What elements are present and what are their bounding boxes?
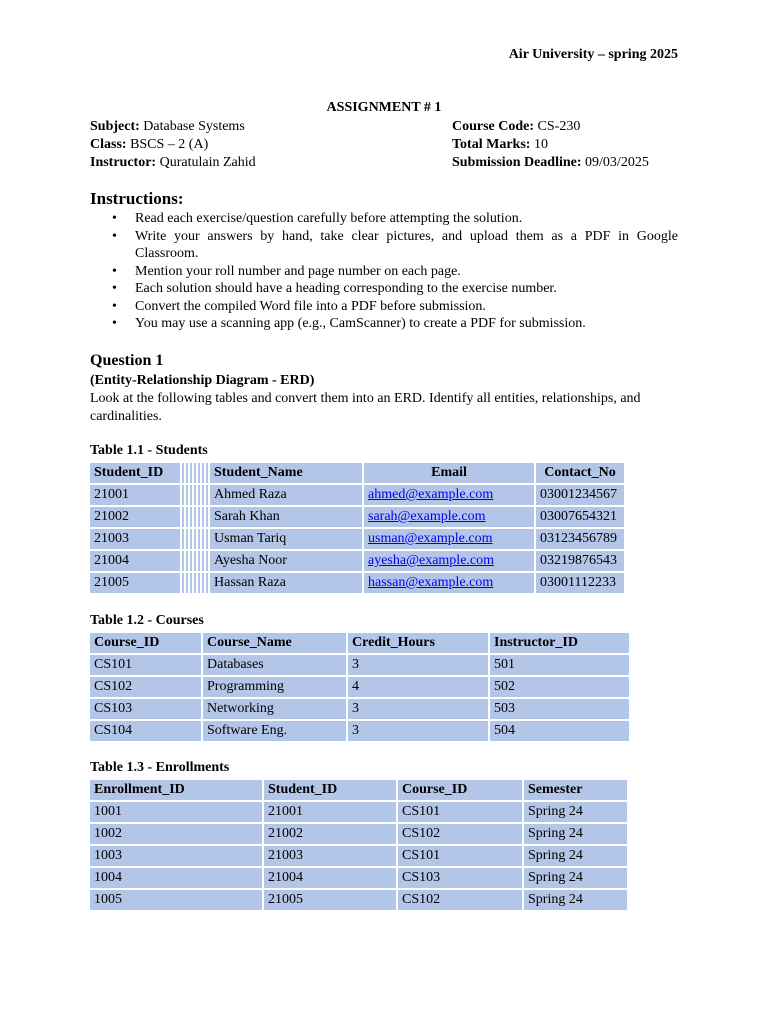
cell: CS101 [397,845,523,867]
email-link[interactable]: hassan@example.com [368,575,494,590]
email-link[interactable]: ahmed@example.com [368,487,494,502]
cell: CS104 [89,720,202,742]
cell: 1002 [89,823,263,845]
cell: CS103 [397,867,523,889]
column-header: Contact_No [535,462,625,484]
cell: 03001234567 [535,484,625,506]
cell: 21005 [89,572,181,594]
cell: 21001 [89,484,181,506]
cell: 21003 [263,845,397,867]
column-header: Instructor_ID [489,632,630,654]
column-header: Credit_Hours [347,632,489,654]
students-table [89,462,625,594]
cell [363,506,535,528]
table-row [89,506,625,528]
instruction-item: • Mention your roll number and page number on each page. [90,263,678,281]
column-header: Course_Name [202,632,347,654]
table-row [89,550,625,572]
table-row [89,823,628,845]
question-1-subheading: (Entity-Relationship Diagram - ERD) [90,373,315,388]
subject-line: Subject: Database Systems [90,119,245,134]
table-spacer [181,462,209,484]
instruction-item: • Read each exercise/question carefully before attempting the solution. [90,210,678,228]
cell: 1001 [89,801,263,823]
cell: CS101 [397,801,523,823]
table-row [89,528,625,550]
instructor-line: Instructor: Quratulain Zahid [90,155,256,170]
cell: Networking [202,698,347,720]
cell: Ayesha Noor [209,550,363,572]
cell: Databases [202,654,347,676]
cell: 21005 [263,889,397,911]
table-spacer [181,528,209,550]
column-header: Email [363,462,535,484]
cell: 504 [489,720,630,742]
instruction-item: • You may use a scanning app (e.g., CamScanner) to create a PDF for submission. [90,315,678,333]
cell: Spring 24 [523,845,628,867]
email-link[interactable]: usman@example.com [368,531,493,546]
column-header: Semester [523,779,628,801]
table-spacer [181,550,209,572]
column-header: Enrollment_ID [89,779,263,801]
instruction-item: • Each solution should have a heading corresponding to the exercise number. [90,280,678,298]
assignment-title: ASSIGNMENT # 1 [326,100,442,115]
cell: Hassan Raza [209,572,363,594]
cell: Programming [202,676,347,698]
column-header: Student_ID [263,779,397,801]
table-3-caption: Table 1.3 - Enrollments [90,760,230,775]
instructions-list [90,210,678,333]
email-link[interactable]: sarah@example.com [368,509,486,524]
table-spacer [181,506,209,528]
cell [363,572,535,594]
table-row [89,654,630,676]
cell: CS102 [397,823,523,845]
cell: 21002 [89,506,181,528]
cell [363,528,535,550]
cell: Ahmed Raza [209,484,363,506]
cell: 21004 [89,550,181,572]
cell: Spring 24 [523,823,628,845]
column-header: Student_ID [89,462,181,484]
cell: 1003 [89,845,263,867]
cell: 502 [489,676,630,698]
cell: 21004 [263,867,397,889]
class-line: Class: BSCS – 2 (A) [90,137,209,152]
table-header-row [89,632,630,654]
courses-table [89,632,630,742]
cell: CS102 [89,676,202,698]
instructions-heading: Instructions: [90,189,184,208]
enrollments-table [89,779,628,911]
cell: 3 [347,720,489,742]
table-row [89,572,625,594]
table-2-caption: Table 1.2 - Courses [90,613,204,628]
cell: 03007654321 [535,506,625,528]
table-row [89,845,628,867]
cell: CS101 [89,654,202,676]
instruction-item: • Convert the compiled Word file into a PDF before submission. [90,298,678,316]
meta-right [452,118,649,172]
table-spacer [181,572,209,594]
cell: 1005 [89,889,263,911]
column-header: Course_ID [397,779,523,801]
cell: Spring 24 [523,801,628,823]
cell: 21002 [263,823,397,845]
table-1-caption: Table 1.1 - Students [90,443,208,458]
cell: 21001 [263,801,397,823]
cell: CS103 [89,698,202,720]
table-row [89,676,630,698]
deadline-line: Submission Deadline: 09/03/2025 [452,155,649,170]
cell [363,484,535,506]
table-row [89,889,628,911]
cell: Software Eng. [202,720,347,742]
table-row [89,720,630,742]
meta-left [90,118,256,172]
cell: 03219876543 [535,550,625,572]
table-spacer [181,484,209,506]
cell: 503 [489,698,630,720]
table-header-row [89,462,625,484]
cell: 03123456789 [535,528,625,550]
cell: Spring 24 [523,889,628,911]
cell: Spring 24 [523,867,628,889]
email-link[interactable]: ayesha@example.com [368,553,495,568]
cell [363,550,535,572]
cell: 501 [489,654,630,676]
table-row [89,698,630,720]
cell: 1004 [89,867,263,889]
cell: 03001112233 [535,572,625,594]
instruction-item: • Write your answers by hand, take clear pictures, and upload them as a PDF in Google Classroom. [90,228,678,263]
course-code-line: Course Code: CS-230 [452,119,581,134]
cell: 21003 [89,528,181,550]
cell: 4 [347,676,489,698]
cell: 3 [347,654,489,676]
table-row [89,867,628,889]
table-header-row [89,779,628,801]
question-1-heading: Question 1 [90,352,164,369]
table-row [89,801,628,823]
question-1-text: Look at the following tables and convert them into an ERD. Identify all entities, relationships, and cardinalities. [90,391,641,424]
total-marks-line: Total Marks: 10 [452,137,548,152]
column-header: Student_Name [209,462,363,484]
cell: 3 [347,698,489,720]
cell: Usman Tariq [209,528,363,550]
table-row [89,484,625,506]
cell: CS102 [397,889,523,911]
column-header: Course_ID [89,632,202,654]
university-header: Air University – spring 2025 [508,47,678,62]
cell: Sarah Khan [209,506,363,528]
